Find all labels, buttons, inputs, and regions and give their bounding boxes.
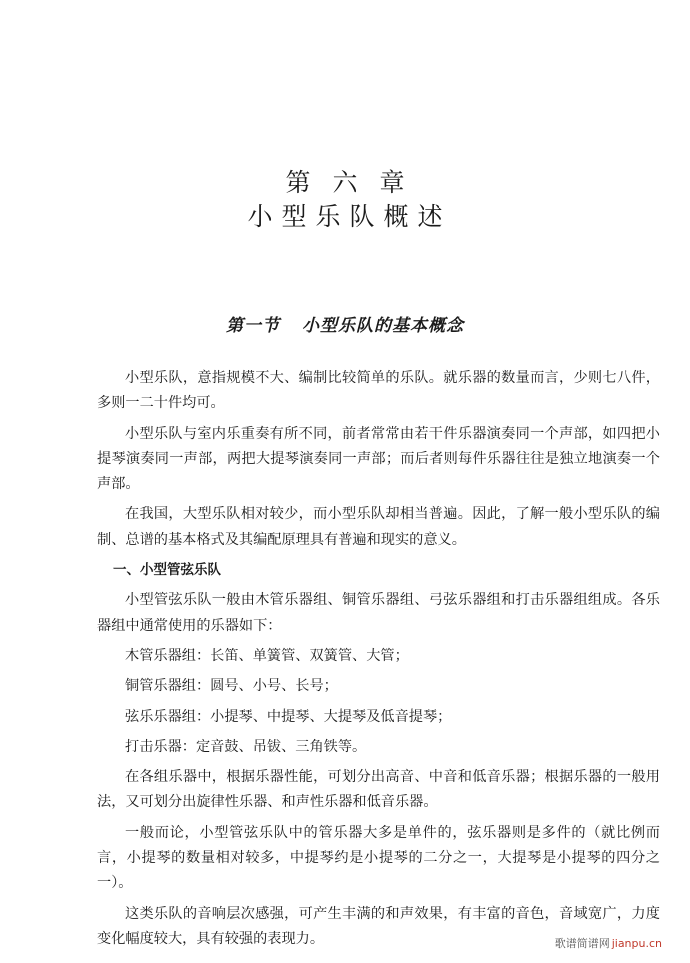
list-item-strings: 弦乐乐器组：小提琴、中提琴、大提琴及低音提琴； xyxy=(125,708,452,725)
paragraph-difference: 小型乐队与室内乐重奏有所不同，前者常常由若干件乐器演奏同一个声部，如四把小提琴演奏同一声部，两把大提琴演奏同一声部；而后者则每件乐器往往是独立地演奏一个声部。 xyxy=(97,425,660,493)
list-item-brass: 铜管乐器组：圆号、小号、长号； xyxy=(125,678,338,695)
watermark-latin: jianpu.cn xyxy=(611,937,662,950)
list-item-percussion: 打击乐器：定音鼓、吊钹、三角铁等。 xyxy=(125,738,367,755)
section-title: 小型乐队的基本概念 xyxy=(302,316,464,336)
paragraph-classification: 在各组乐器中，根据乐器性能，可划分出高音、中音和低音乐器；根据乐器的一般用法，又可划分出旋律性乐器、和声性乐器和低音乐器。 xyxy=(97,769,660,811)
subheading-small-orchestra: 一、小型管弦乐队 xyxy=(113,562,221,579)
list-item-woodwind: 木管乐器组：长笛、单簧管、双簧管、大管； xyxy=(125,647,409,664)
paragraph-composition: 小型管弦乐队一般由木管乐器组、铜管乐器组、弓弦乐器组和打击乐器组组成。各乐器组中通常使用的乐器如下： xyxy=(97,592,660,634)
chapter-number: 第六章 xyxy=(285,168,427,197)
paragraph-significance: 在我国，大型乐队相对较少，而小型乐队却相当普遍。因此，了解一般小型乐队的编制、总谱的基本格式及其编配原理具有普遍和现实的意义。 xyxy=(97,506,660,548)
watermark xyxy=(555,935,662,951)
watermark-cn: 歌谱简谱网 xyxy=(554,937,610,950)
paragraph-expressiveness: 这类乐队的音响层次感强，可产生丰满的和声效果，有丰富的音色，音域宽广，力度变化幅度较大，具有较强的表现力。 xyxy=(97,905,660,947)
paragraph-proportion: 一般而论，小型管弦乐队中的管乐器大多是单件的，弦乐器则是多件的（就比例而言，小提琴的数量相对较多，中提琴约是小提琴的二分之一，大提琴是小提琴的四分之一）。 xyxy=(97,824,660,892)
section-heading xyxy=(0,314,690,338)
chapter-title: 小型乐队概述 xyxy=(247,202,452,231)
section-label: 第一节 xyxy=(226,316,280,336)
paragraph-definition: 小型乐队，意指规模不大、编制比较简单的乐队。就乐器的数量而言，少则七八件，多则一二十件均可。 xyxy=(97,370,660,412)
body-text xyxy=(97,366,660,957)
